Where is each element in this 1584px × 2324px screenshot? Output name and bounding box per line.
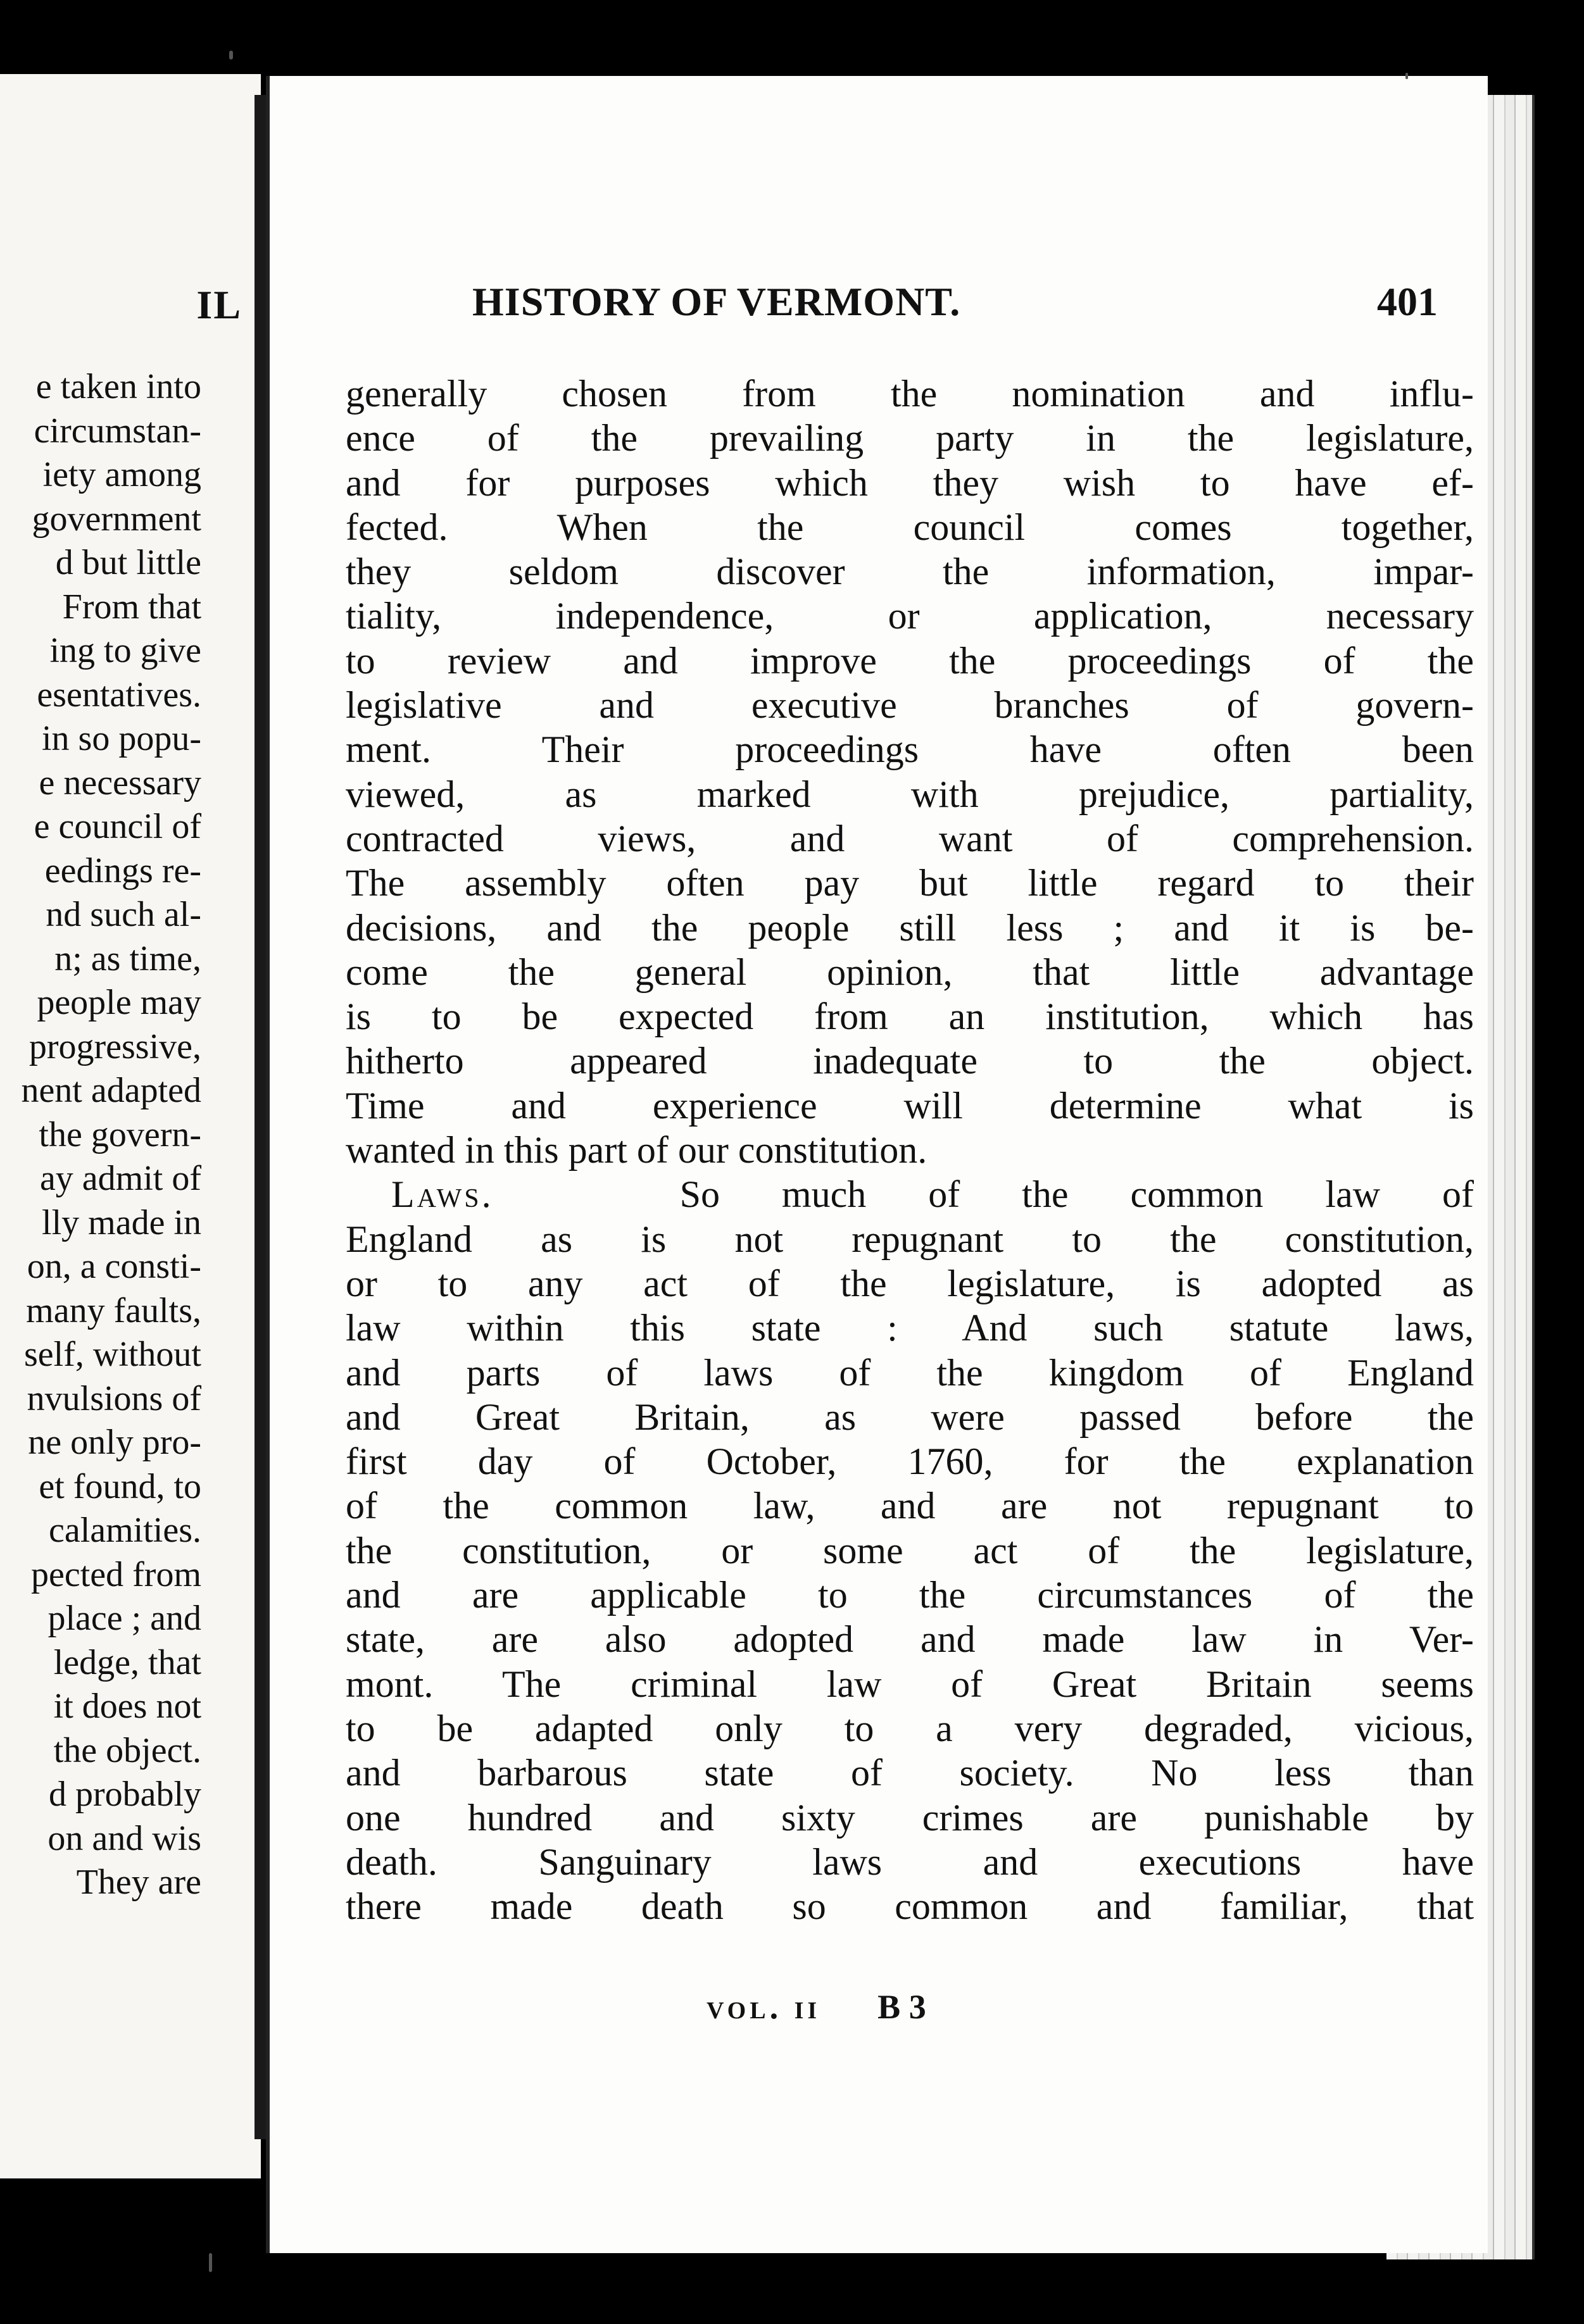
facing-page-line: They are [76, 1863, 201, 1902]
facing-page-line: nvulsions of [27, 1378, 201, 1418]
text-line: and Great Britain, as were passed before the [346, 1396, 1474, 1438]
facing-page-line: iety among [42, 455, 201, 494]
facing-page-line: ne only pro- [28, 1423, 201, 1462]
facing-page-line: nent adapted [21, 1071, 201, 1110]
text-line: Time and experience will determine what is [346, 1084, 1474, 1127]
facing-page-line: on, a consti- [27, 1247, 201, 1286]
text-line: contracted views, and want of comprehension. [346, 817, 1474, 859]
text-line-rest: So much of the common law of [679, 1173, 1474, 1216]
facing-page-line: esentatives. [37, 675, 201, 715]
facing-page [0, 74, 261, 2178]
signature-mark [707, 1987, 926, 2027]
text-line: generally chosen from the nomination and influ- [346, 373, 1474, 415]
text-line: legislative and executive branches of govern- [346, 684, 1474, 727]
text-line: first day of October, 1760, for the explanation [346, 1440, 1474, 1483]
scan-speck [1405, 73, 1408, 79]
scan-speck [229, 51, 233, 59]
page-number: 401 [1377, 279, 1438, 324]
facing-page-line: government [32, 499, 201, 539]
facing-page-line: in so popu- [42, 719, 201, 758]
text-line: there made death so common and familiar, that [346, 1885, 1474, 1928]
facing-page-line: e necessary [39, 763, 201, 803]
facing-page-line: ay admit of [39, 1159, 201, 1198]
facing-page-header: IL [196, 282, 242, 327]
volume-signature: vol. ii [707, 1988, 821, 2026]
text-line: decisions, and the people still less ; and it is be- [346, 906, 1474, 949]
facing-page-line: circumstan- [34, 411, 201, 451]
facing-page-line: eedings re- [44, 851, 201, 890]
text-line: one hundred and sixty crimes are punishable by [346, 1796, 1474, 1839]
gathering-signature: B 3 [877, 1988, 926, 2026]
facing-page-line: d probably [48, 1775, 201, 1814]
facing-page-line: place ; and [47, 1599, 201, 1638]
text-line: tiality, independence, or application, necessary [346, 595, 1474, 637]
facing-page-line: the govern- [39, 1115, 201, 1154]
text-line: ence of the prevailing party in the legislature, [346, 417, 1474, 459]
text-line: is to be expected from an institution, which has [346, 996, 1474, 1038]
facing-page-line: et found, to [39, 1466, 201, 1506]
text-line: law within this state : And such statute laws, [346, 1307, 1474, 1349]
body-text [346, 372, 1474, 1928]
facing-page-line: on and wis [47, 1818, 201, 1858]
text-line: and parts of laws of the kingdom of England [346, 1351, 1474, 1394]
facing-page-line: it does not [53, 1687, 201, 1726]
text-line: come the general opinion, that little advantage [346, 951, 1474, 993]
facing-page-line: lly made in [42, 1203, 201, 1242]
text-line: or to any act of the legislature, is adopted as [346, 1262, 1474, 1304]
facing-page-line: ing to give [49, 631, 201, 670]
running-head-title: HISTORY OF VERMONT. [472, 279, 961, 324]
text-line: and are applicable to the circumstances of the [346, 1574, 1474, 1616]
facing-page-line: From that [62, 587, 201, 627]
text-line: fected. When the council comes together, [346, 506, 1474, 548]
facing-page-line: d but little [55, 543, 201, 582]
facing-page-line: n; as time, [54, 939, 201, 978]
facing-page-line: ledge, that [53, 1642, 201, 1682]
text-line: and for purposes which they wish to have ef- [346, 461, 1474, 504]
text-line: hitherto appeared inadequate to the object. [346, 1040, 1474, 1082]
text-line: ment. Their proceedings have often been [346, 728, 1474, 771]
text-line: The assembly often pay but little regard to their [346, 862, 1474, 904]
facing-page-line: e council of [34, 807, 201, 846]
text-line: mont. The criminal law of Great Britain seems [346, 1663, 1474, 1705]
text-line: state, are also adopted and made law in Ver- [346, 1618, 1474, 1661]
scan-speck [209, 2253, 212, 2272]
text-line: and barbarous state of society. No less than [346, 1752, 1474, 1794]
text-line: England as is not repugnant to the constitution, [346, 1218, 1474, 1260]
laws-heading: Laws. [391, 1173, 494, 1216]
text-line: to be adapted only to a very degraded, vicious, [346, 1707, 1474, 1749]
facing-page-line: pected from [31, 1554, 201, 1594]
text-line: wanted in this part of our constitution. [346, 1129, 927, 1171]
paragraph-first-line [346, 1172, 1474, 1216]
text-line: they seldom discover the information, impar- [346, 551, 1474, 593]
facing-page-line: e taken into [35, 367, 201, 406]
facing-page-line: progressive, [28, 1027, 201, 1066]
text-line: viewed, as marked with prejudice, partiality, [346, 773, 1474, 815]
main-page [266, 76, 1488, 2253]
facing-page-text [21, 365, 201, 1905]
text-line: the constitution, or some act of the legislature, [346, 1529, 1474, 1571]
facing-page-line: calamities. [48, 1511, 201, 1550]
facing-page-line: self, without [24, 1335, 201, 1374]
facing-page-line: people may [37, 983, 201, 1022]
facing-page-line: nd such al- [46, 895, 201, 934]
facing-page-line: many faults, [26, 1290, 201, 1330]
text-line: death. Sanguinary laws and executions have [346, 1840, 1474, 1883]
text-line: to review and improve the proceedings of the [346, 639, 1474, 682]
facing-page-line: the object. [53, 1730, 201, 1770]
text-line: of the common law, and are not repugnant to [346, 1485, 1474, 1527]
